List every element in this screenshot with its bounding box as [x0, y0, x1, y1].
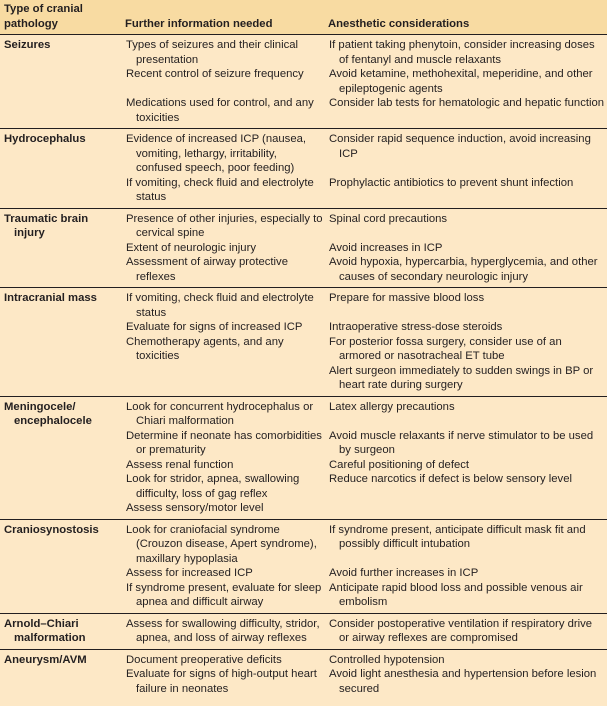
info-entry: Assess sensory/motor level: [126, 502, 264, 514]
anesthetic-entry: Avoid muscle relaxants if nerve stimulator to be used by surgeon: [329, 429, 594, 456]
anesthetic-entry: For posterior fossa surgery, consider use of an armored or nasotracheal ET tube: [329, 335, 562, 362]
info-entry: Look for craniofacial syndrome (Crouzon disease, Apert syndrome), maxillary hypoplasia: [126, 523, 317, 565]
info-entry: Chemotherapy agents, and any toxicities: [126, 335, 284, 362]
table-row: [0, 288, 607, 397]
entries-grid: [126, 212, 605, 285]
anesthetic-entry: Careful positioning of defect: [329, 458, 470, 471]
table-row: [0, 613, 607, 649]
pathology-cell: [0, 35, 122, 129]
info-entry: Determine if neonate has comorbidities or prematurity: [126, 429, 322, 456]
info-entry: If vomiting, check fluid and electrolyte status: [126, 292, 314, 319]
info-entry: Types of seizures and their clinical presentation: [126, 39, 299, 66]
entries-grid: [126, 132, 605, 205]
info-entry: Presence of other injuries, especially to cervical spine: [126, 212, 323, 239]
entries-grid: [126, 617, 605, 646]
info-entry: If syndrome present, evaluate for sleep apnea and difficult airway: [126, 581, 322, 608]
info-cell: [122, 613, 607, 649]
pathology-name: Aneurysm/AVM: [4, 653, 87, 666]
pathology-cell: [0, 396, 122, 519]
pathology-name: Seizures: [4, 39, 51, 51]
header-pathology-line1: Type of cranial: [4, 3, 83, 15]
info-cell: [122, 396, 607, 519]
anesthetic-entry: [329, 501, 605, 516]
table-row: [0, 649, 607, 699]
info-cell: [122, 35, 607, 129]
table-row: [0, 208, 607, 288]
pathology-name: Hydrocephalus: [4, 133, 86, 145]
pathology-cell: [0, 129, 122, 209]
anesthetic-entry: Avoid increases in ICP: [329, 241, 443, 254]
info-entry: Evaluate for signs of high-output heart failure in neonates: [126, 668, 317, 695]
pathology-cell: [0, 519, 122, 613]
info-entry: Assessment of airway protective reflexes: [126, 256, 288, 283]
header-pathology: [0, 0, 122, 35]
anesthetic-entry: Anticipate rapid blood loss and possible venous air embolism: [329, 581, 583, 608]
anesthetic-entry: Consider lab tests for hematologic and hepatic function: [329, 97, 605, 109]
anesthetic-entry: Consider postoperative ventilation if respiratory drive or airway reflexes are compromised: [329, 617, 593, 644]
pathology-name: injury: [14, 227, 45, 239]
info-entry: Evaluate for signs of increased ICP: [126, 321, 303, 333]
info-entry: If vomiting, check fluid and electrolyte status: [126, 176, 314, 203]
info-entry: Evidence of increased ICP (nausea, vomiting, lethargy, irritability, confused speech, poor feeding): [126, 133, 307, 174]
info-entry: Document preoperative deficits: [126, 653, 282, 666]
pathology-name: Arnold–Chiari: [4, 617, 79, 630]
anesthetic-entry: Intraoperative stress-dose steroids: [329, 321, 503, 333]
anesthetic-entry: If syndrome present, anticipate difficult mask fit and possibly difficult intubation: [329, 523, 586, 550]
header-pathology-line2: pathology: [4, 17, 58, 30]
info-entry: Look for stridor, apnea, swallowing difficulty, loss of gag reflex: [126, 473, 300, 500]
entries-grid: [126, 653, 605, 697]
pathology-name: Craniosynostosis: [4, 523, 99, 536]
entries-grid: [126, 38, 605, 125]
anesthetic-entry: Reduce narcotics if defect is below sensory level: [329, 473, 572, 485]
info-cell: [122, 129, 607, 209]
info-cell: [122, 519, 607, 613]
anesthetic-entry: Latex allergy precautions: [329, 400, 455, 413]
anesthetic-entry: Avoid further increases in ICP: [329, 567, 479, 579]
info-entry: Assess for increased ICP: [126, 567, 253, 579]
anesthetic-entry: Consider rapid sequence induction, avoid increasing ICP: [329, 133, 591, 160]
anesthetic-entry: If patient taking phenytoin, consider increasing doses of fentanyl and muscle relaxants: [329, 39, 595, 66]
info-entry: Look for concurrent hydrocephalus or Chiari malformation: [126, 400, 314, 427]
pathology-name: malformation: [14, 632, 86, 644]
anesthetic-entry: Avoid light anesthesia and hypertension before lesion secured: [329, 668, 597, 695]
table-row: [0, 396, 607, 519]
anesthetic-entry: Avoid ketamine, methohexital, meperidine, and other epileptogenic agents: [329, 68, 593, 95]
anesthetic-entry: Alert surgeon immediately to sudden swings in BP or heart rate during surgery: [329, 364, 594, 391]
info-entry: [126, 364, 323, 393]
pathology-cell: [0, 288, 122, 397]
table-row: [0, 519, 607, 613]
info-entry: Recent control of seizure frequency: [126, 68, 304, 80]
pathology-name: Intracranial mass: [4, 292, 97, 304]
anesthetic-entry: Spinal cord precautions: [329, 212, 448, 225]
info-entry: Medications used for control, and any toxicities: [126, 97, 314, 124]
anesthetic-entry: Avoid hypoxia, hypercarbia, hyperglycemia, and other causes of secondary neurologic injury: [329, 256, 598, 283]
pathology-name: Meningocele/: [4, 400, 76, 413]
info-entry: Assess for swallowing difficulty, stridor, apnea, and loss of airway reflexes: [126, 617, 320, 644]
pathology-cell: [0, 649, 122, 699]
header-anesthetic: Anesthetic considerations: [325, 0, 607, 35]
table-header: [0, 0, 607, 35]
info-entry: Extent of neurologic injury: [126, 241, 256, 254]
anesthetic-entry: Prepare for massive blood loss: [329, 292, 485, 304]
entries-grid: [126, 400, 605, 516]
pathology-name: Traumatic brain: [4, 212, 89, 225]
anesthetic-entry: Prophylactic antibiotics to prevent shunt infection: [329, 176, 574, 189]
info-entry: Assess renal function: [126, 458, 234, 471]
info-cell: [122, 288, 607, 397]
table-row: [0, 129, 607, 209]
pathology-name: encephalocele: [14, 415, 92, 427]
entries-grid: [126, 523, 605, 610]
pathology-cell: [0, 613, 122, 649]
entries-grid: [126, 291, 605, 393]
table-row: [0, 35, 607, 129]
pathology-cell: [0, 208, 122, 288]
info-cell: [122, 649, 607, 699]
anesthetic-entry: Controlled hypotension: [329, 653, 445, 666]
table-body: [0, 35, 607, 700]
info-cell: [122, 208, 607, 288]
header-info: Further information needed: [122, 0, 325, 35]
